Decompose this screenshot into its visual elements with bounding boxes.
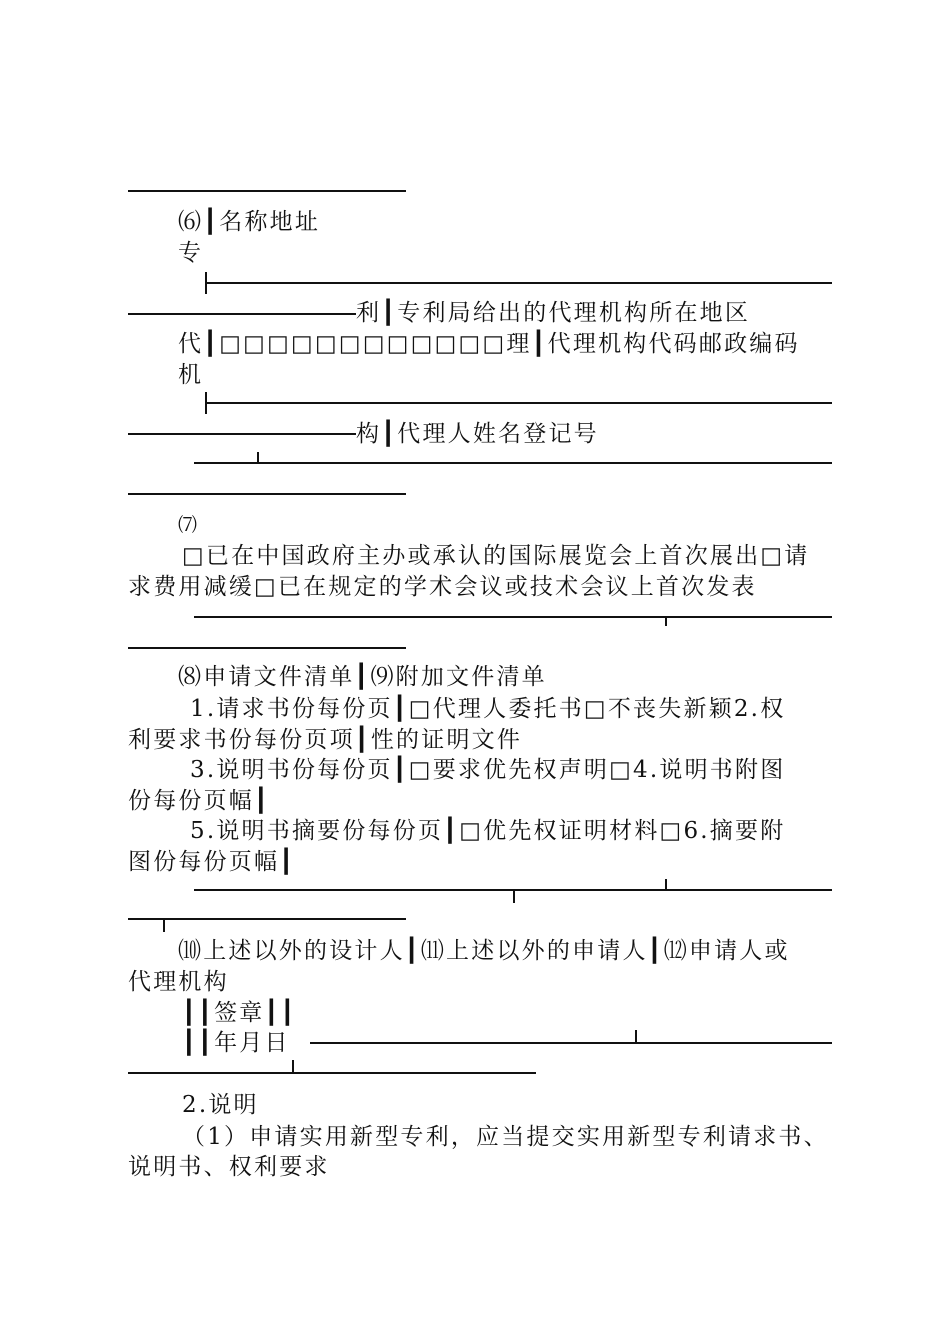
section-2-heading: 2.说明	[182, 1092, 259, 1118]
paragraph-line: 说明书、权利要求	[128, 1154, 330, 1180]
label-char: 机	[178, 362, 204, 388]
rule-tick	[205, 392, 207, 414]
rule-tick	[665, 879, 667, 889]
rule	[128, 190, 406, 192]
rule-tick	[292, 1060, 294, 1072]
section-6-heading: ⑹┃名称地址	[178, 209, 321, 235]
signature-line: ┃┃签章┃┃	[182, 1000, 297, 1026]
rule-tick	[513, 889, 515, 903]
form-line: 代理机构	[128, 969, 229, 995]
rule-tick	[635, 1030, 637, 1042]
form-line: 5.说明书摘要份每份页┃□优先权证明材料□6.摘要附	[190, 818, 786, 844]
form-line: 份每份页幅┃	[128, 788, 271, 814]
rule-tick	[205, 272, 207, 294]
form-line: 3.说明书份每份页┃□要求优先权声明□4.说明书附图	[190, 757, 786, 783]
form-line: 图份每份页幅┃	[128, 849, 296, 875]
rule	[128, 918, 406, 920]
date-line: ┃┃年月日	[182, 1030, 290, 1056]
rule	[128, 313, 356, 315]
rule-tick	[257, 452, 259, 462]
rule	[128, 647, 406, 649]
rule	[128, 433, 356, 435]
section-10-heading: ⑽上述以外的设计人┃⑾上述以外的申请人┃⑿申请人或	[178, 938, 790, 964]
rule	[128, 1072, 536, 1074]
rule	[194, 616, 832, 618]
rule-tick	[163, 918, 165, 932]
rule	[128, 493, 406, 495]
form-line: 利要求书份每份页项┃性的证明文件	[128, 727, 523, 753]
label-char: 专	[178, 240, 204, 266]
form-line: 代┃□□□□□□□□□□□□理┃代理机构代码邮政编码	[178, 331, 800, 357]
form-line: 构┃代理人姓名登记号	[356, 421, 599, 447]
rule	[206, 402, 832, 404]
rule-tick	[665, 616, 667, 626]
form-line: 利┃专利局给出的代理机构所在地区	[356, 300, 751, 326]
section-8-heading: ⑻申请文件清单┃⑼附加文件清单	[178, 664, 547, 690]
rule	[310, 1042, 832, 1044]
form-line: 1.请求书份每份页┃□代理人委托书□不丧失新颖2.权	[190, 696, 786, 722]
rule	[194, 462, 832, 464]
rule	[206, 282, 832, 284]
section-7-heading: ⑺	[178, 514, 200, 536]
paragraph-line: 求费用减缓□已在规定的学术会议或技术会议上首次发表	[128, 574, 757, 600]
paragraph-line: （1）申请实用新型专利，应当提交实用新型专利请求书、	[182, 1124, 829, 1150]
paragraph-line: □已在中国政府主办或承认的国际展览会上首次展出□请	[182, 543, 810, 569]
